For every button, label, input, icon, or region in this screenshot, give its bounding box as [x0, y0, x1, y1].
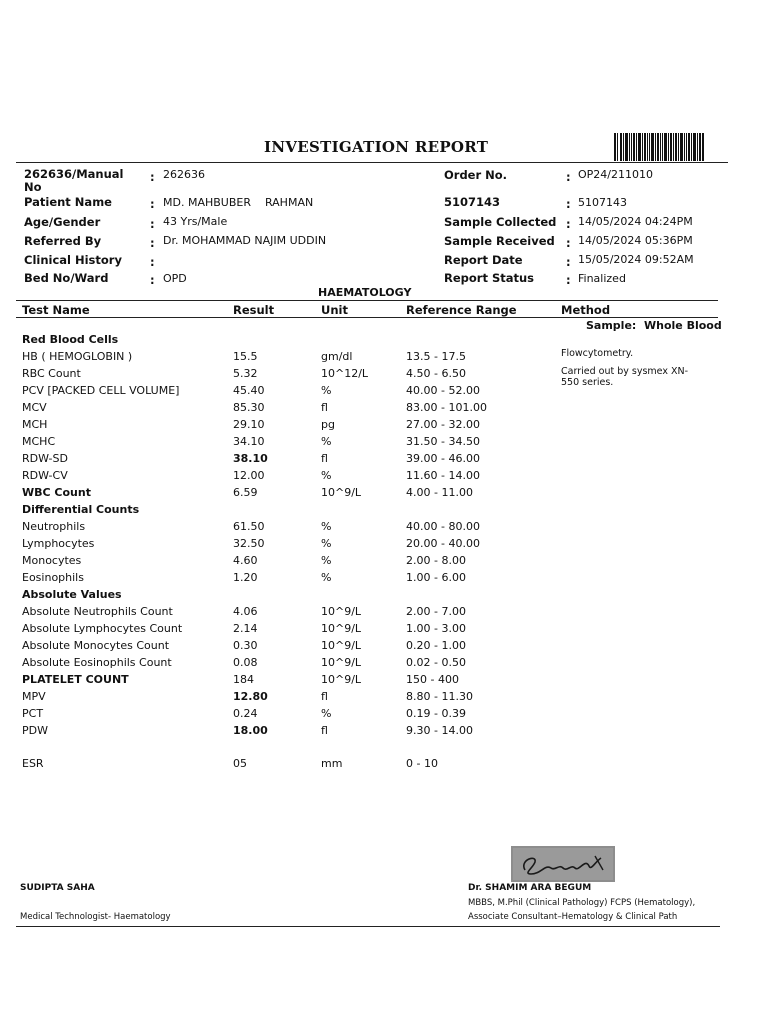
patient-left-value-0: 262636: [163, 168, 205, 181]
test-result: 32.50: [233, 537, 265, 550]
group-title: Differential Counts: [22, 503, 140, 516]
test-unit: %: [321, 469, 332, 482]
test-range: 0 - 10: [406, 757, 438, 770]
patient-left-value-1: MD. MAHBUBER RAHMAN: [163, 196, 314, 209]
test-result: 05: [233, 757, 247, 770]
colon: :: [566, 236, 571, 250]
test-unit: fl: [321, 401, 328, 414]
left-signatory-role: Medical Technologist- Haematology: [20, 912, 171, 922]
test-range: 40.00 - 80.00: [406, 520, 480, 533]
test-result: 61.50: [233, 520, 265, 533]
sample-type: [586, 319, 722, 332]
barcode-image: [614, 133, 704, 161]
table-header-rule: [16, 317, 718, 318]
test-result: 2.14: [233, 622, 258, 635]
patient-left-value-2: 43 Yrs/Male: [163, 215, 228, 228]
colon: :: [566, 197, 571, 211]
patient-left-value-5: OPD: [163, 272, 187, 285]
test-range: 20.00 - 40.00: [406, 537, 480, 550]
test-unit: fl: [321, 690, 328, 703]
patient-left-label-1: Patient Name: [24, 195, 112, 209]
test-unit: %: [321, 537, 332, 550]
patient-right-value-5: Finalized: [578, 272, 626, 285]
col-header-test: Test Name: [22, 303, 90, 317]
colon: :: [150, 170, 155, 184]
test-unit: pg: [321, 418, 335, 431]
footer-rule: [16, 926, 720, 927]
test-unit: 10^9/L: [321, 656, 362, 669]
patient-left-label-3: Referred By: [24, 234, 102, 248]
patient-right-value-4: 15/05/2024 09:52AM: [578, 253, 694, 266]
test-range: 150 - 400: [406, 673, 459, 686]
test-name: Absolute Monocytes Count: [22, 639, 170, 652]
test-range: 40.00 - 52.00: [406, 384, 480, 397]
test-result: 1.20: [233, 571, 258, 584]
test-unit: %: [321, 571, 332, 584]
test-unit: fl: [321, 724, 328, 737]
test-result: 4.06: [233, 605, 258, 618]
test-unit: %: [321, 707, 332, 720]
test-name: MPV: [22, 690, 46, 703]
right-signatory-role: Associate Consultant–Hematology & Clinical Path: [468, 912, 678, 922]
col-header-range: Reference Range: [406, 303, 517, 317]
test-range: 0.20 - 1.00: [406, 639, 466, 652]
colon: :: [150, 217, 155, 231]
test-range: 83.00 - 101.00: [406, 401, 487, 414]
test-name: RDW-CV: [22, 469, 68, 482]
method-note: 550 series.: [561, 377, 614, 388]
test-result: 45.40: [233, 384, 265, 397]
test-result: 12.80: [233, 690, 268, 703]
test-result: 4.60: [233, 554, 258, 567]
test-name: Monocytes: [22, 554, 82, 567]
header-rule: [16, 162, 728, 163]
test-result: 0.30: [233, 639, 258, 652]
col-header-result: Result: [233, 303, 275, 317]
test-range: 4.00 - 11.00: [406, 486, 473, 499]
group-title: Absolute Values: [22, 588, 122, 601]
test-result: 38.10: [233, 452, 268, 465]
colon: :: [566, 255, 571, 269]
test-result: 6.59: [233, 486, 258, 499]
col-header-unit: Unit: [321, 303, 348, 317]
test-unit: 10^9/L: [321, 639, 362, 652]
test-range: 0.02 - 0.50: [406, 656, 466, 669]
method-note: Flowcytometry.: [561, 348, 634, 359]
col-header-method: Method: [561, 303, 611, 317]
test-unit: mm: [321, 757, 343, 770]
patient-left-label-4: Clinical History: [24, 253, 122, 267]
test-name: Absolute Neutrophils Count: [22, 605, 173, 618]
sample-value: Whole Blood: [643, 319, 722, 332]
test-unit: %: [321, 384, 332, 397]
test-result: 29.10: [233, 418, 265, 431]
test-result: 0.08: [233, 656, 258, 669]
patient-right-value-0: OP24/211010: [578, 168, 653, 181]
test-range: 1.00 - 3.00: [406, 622, 466, 635]
patient-left-label-0: 262636/Manual No: [24, 167, 124, 194]
test-range: 39.00 - 46.00: [406, 452, 480, 465]
table-top-rule: [16, 300, 718, 301]
test-range: 4.50 - 6.50: [406, 367, 466, 380]
signature-image: [511, 846, 615, 882]
test-range: 0.19 - 0.39: [406, 707, 466, 720]
test-unit: 10^9/L: [321, 673, 362, 686]
test-range: 11.60 - 14.00: [406, 469, 480, 482]
test-unit: 10^12/L: [321, 367, 369, 380]
left-signatory-name: SUDIPTA SAHA: [20, 883, 95, 893]
test-range: 27.00 - 32.00: [406, 418, 480, 431]
patient-right-label-3: Sample Received: [444, 234, 555, 248]
colon: :: [566, 170, 571, 184]
colon: :: [150, 236, 155, 250]
patient-right-value-3: 14/05/2024 05:36PM: [578, 234, 693, 247]
test-result: 0.24: [233, 707, 258, 720]
test-name: PDW: [22, 724, 48, 737]
test-range: 9.30 - 14.00: [406, 724, 473, 737]
test-range: 31.50 - 34.50: [406, 435, 480, 448]
test-unit: fl: [321, 452, 328, 465]
test-range: 13.5 - 17.5: [406, 350, 466, 363]
test-result: 184: [233, 673, 254, 686]
colon: :: [150, 273, 155, 287]
patient-left-label-2: Age/Gender: [24, 215, 101, 229]
test-name: Absolute Lymphocytes Count: [22, 622, 183, 635]
test-name: MCH: [22, 418, 48, 431]
right-signatory-degrees: MBBS, M.Phil (Clinical Pathology) FCPS (Hematology),: [468, 898, 696, 908]
patient-right-value-2: 14/05/2024 04:24PM: [578, 215, 693, 228]
test-name: RBC Count: [22, 367, 81, 380]
method-note: Carried out by sysmex XN-: [561, 366, 689, 377]
colon: :: [566, 217, 571, 231]
test-unit: gm/dl: [321, 350, 353, 363]
colon: :: [150, 255, 155, 269]
test-name: HB ( HEMOGLOBIN ): [22, 350, 133, 363]
test-result: 15.5: [233, 350, 258, 363]
patient-right-label-5: Report Status: [444, 271, 535, 285]
colon: :: [150, 197, 155, 211]
test-unit: %: [321, 435, 332, 448]
test-name: PLATELET COUNT: [22, 673, 129, 686]
colon: :: [566, 273, 571, 287]
right-signatory-name: Dr. SHAMIM ARA BEGUM: [468, 883, 592, 893]
test-unit: 10^9/L: [321, 605, 362, 618]
test-name: Neutrophils: [22, 520, 86, 533]
test-name: MCV: [22, 401, 47, 414]
test-name: PCT: [22, 707, 44, 720]
test-result: 5.32: [233, 367, 258, 380]
test-name: WBC Count: [22, 486, 91, 499]
test-result: 12.00: [233, 469, 265, 482]
test-name: ESR: [22, 757, 44, 770]
test-unit: %: [321, 520, 332, 533]
test-range: 2.00 - 7.00: [406, 605, 466, 618]
page-title: INVESTIGATION REPORT: [264, 138, 489, 156]
test-range: 2.00 - 8.00: [406, 554, 466, 567]
patient-right-value-1: 5107143: [578, 196, 627, 209]
patient-right-label-4: Report Date: [444, 253, 523, 267]
patient-right-label-2: Sample Collected: [444, 215, 557, 229]
section-title: HAEMATOLOGY: [318, 286, 412, 299]
patient-left-value-3: Dr. MOHAMMAD NAJIM UDDIN: [163, 234, 327, 247]
test-name: PCV [PACKED CELL VOLUME]: [22, 384, 180, 397]
test-result: 18.00: [233, 724, 268, 737]
group-title: Red Blood Cells: [22, 333, 119, 346]
test-name: MCHC: [22, 435, 56, 448]
test-unit: 10^9/L: [321, 622, 362, 635]
test-name: RDW-SD: [22, 452, 68, 465]
test-name: Eosinophils: [22, 571, 84, 584]
test-unit: %: [321, 554, 332, 567]
test-range: 8.80 - 11.30: [406, 690, 473, 703]
test-result: 34.10: [233, 435, 265, 448]
patient-right-label-1: 5107143: [444, 195, 501, 209]
patient-left-label-5: Bed No/Ward: [24, 271, 109, 285]
test-range: 1.00 - 6.00: [406, 571, 466, 584]
test-result: 85.30: [233, 401, 265, 414]
test-unit: 10^9/L: [321, 486, 362, 499]
sample-label: Sample:: [586, 319, 637, 332]
test-name: Lymphocytes: [22, 537, 95, 550]
patient-right-label-0: Order No.: [444, 168, 508, 182]
test-name: Absolute Eosinophils Count: [22, 656, 172, 669]
